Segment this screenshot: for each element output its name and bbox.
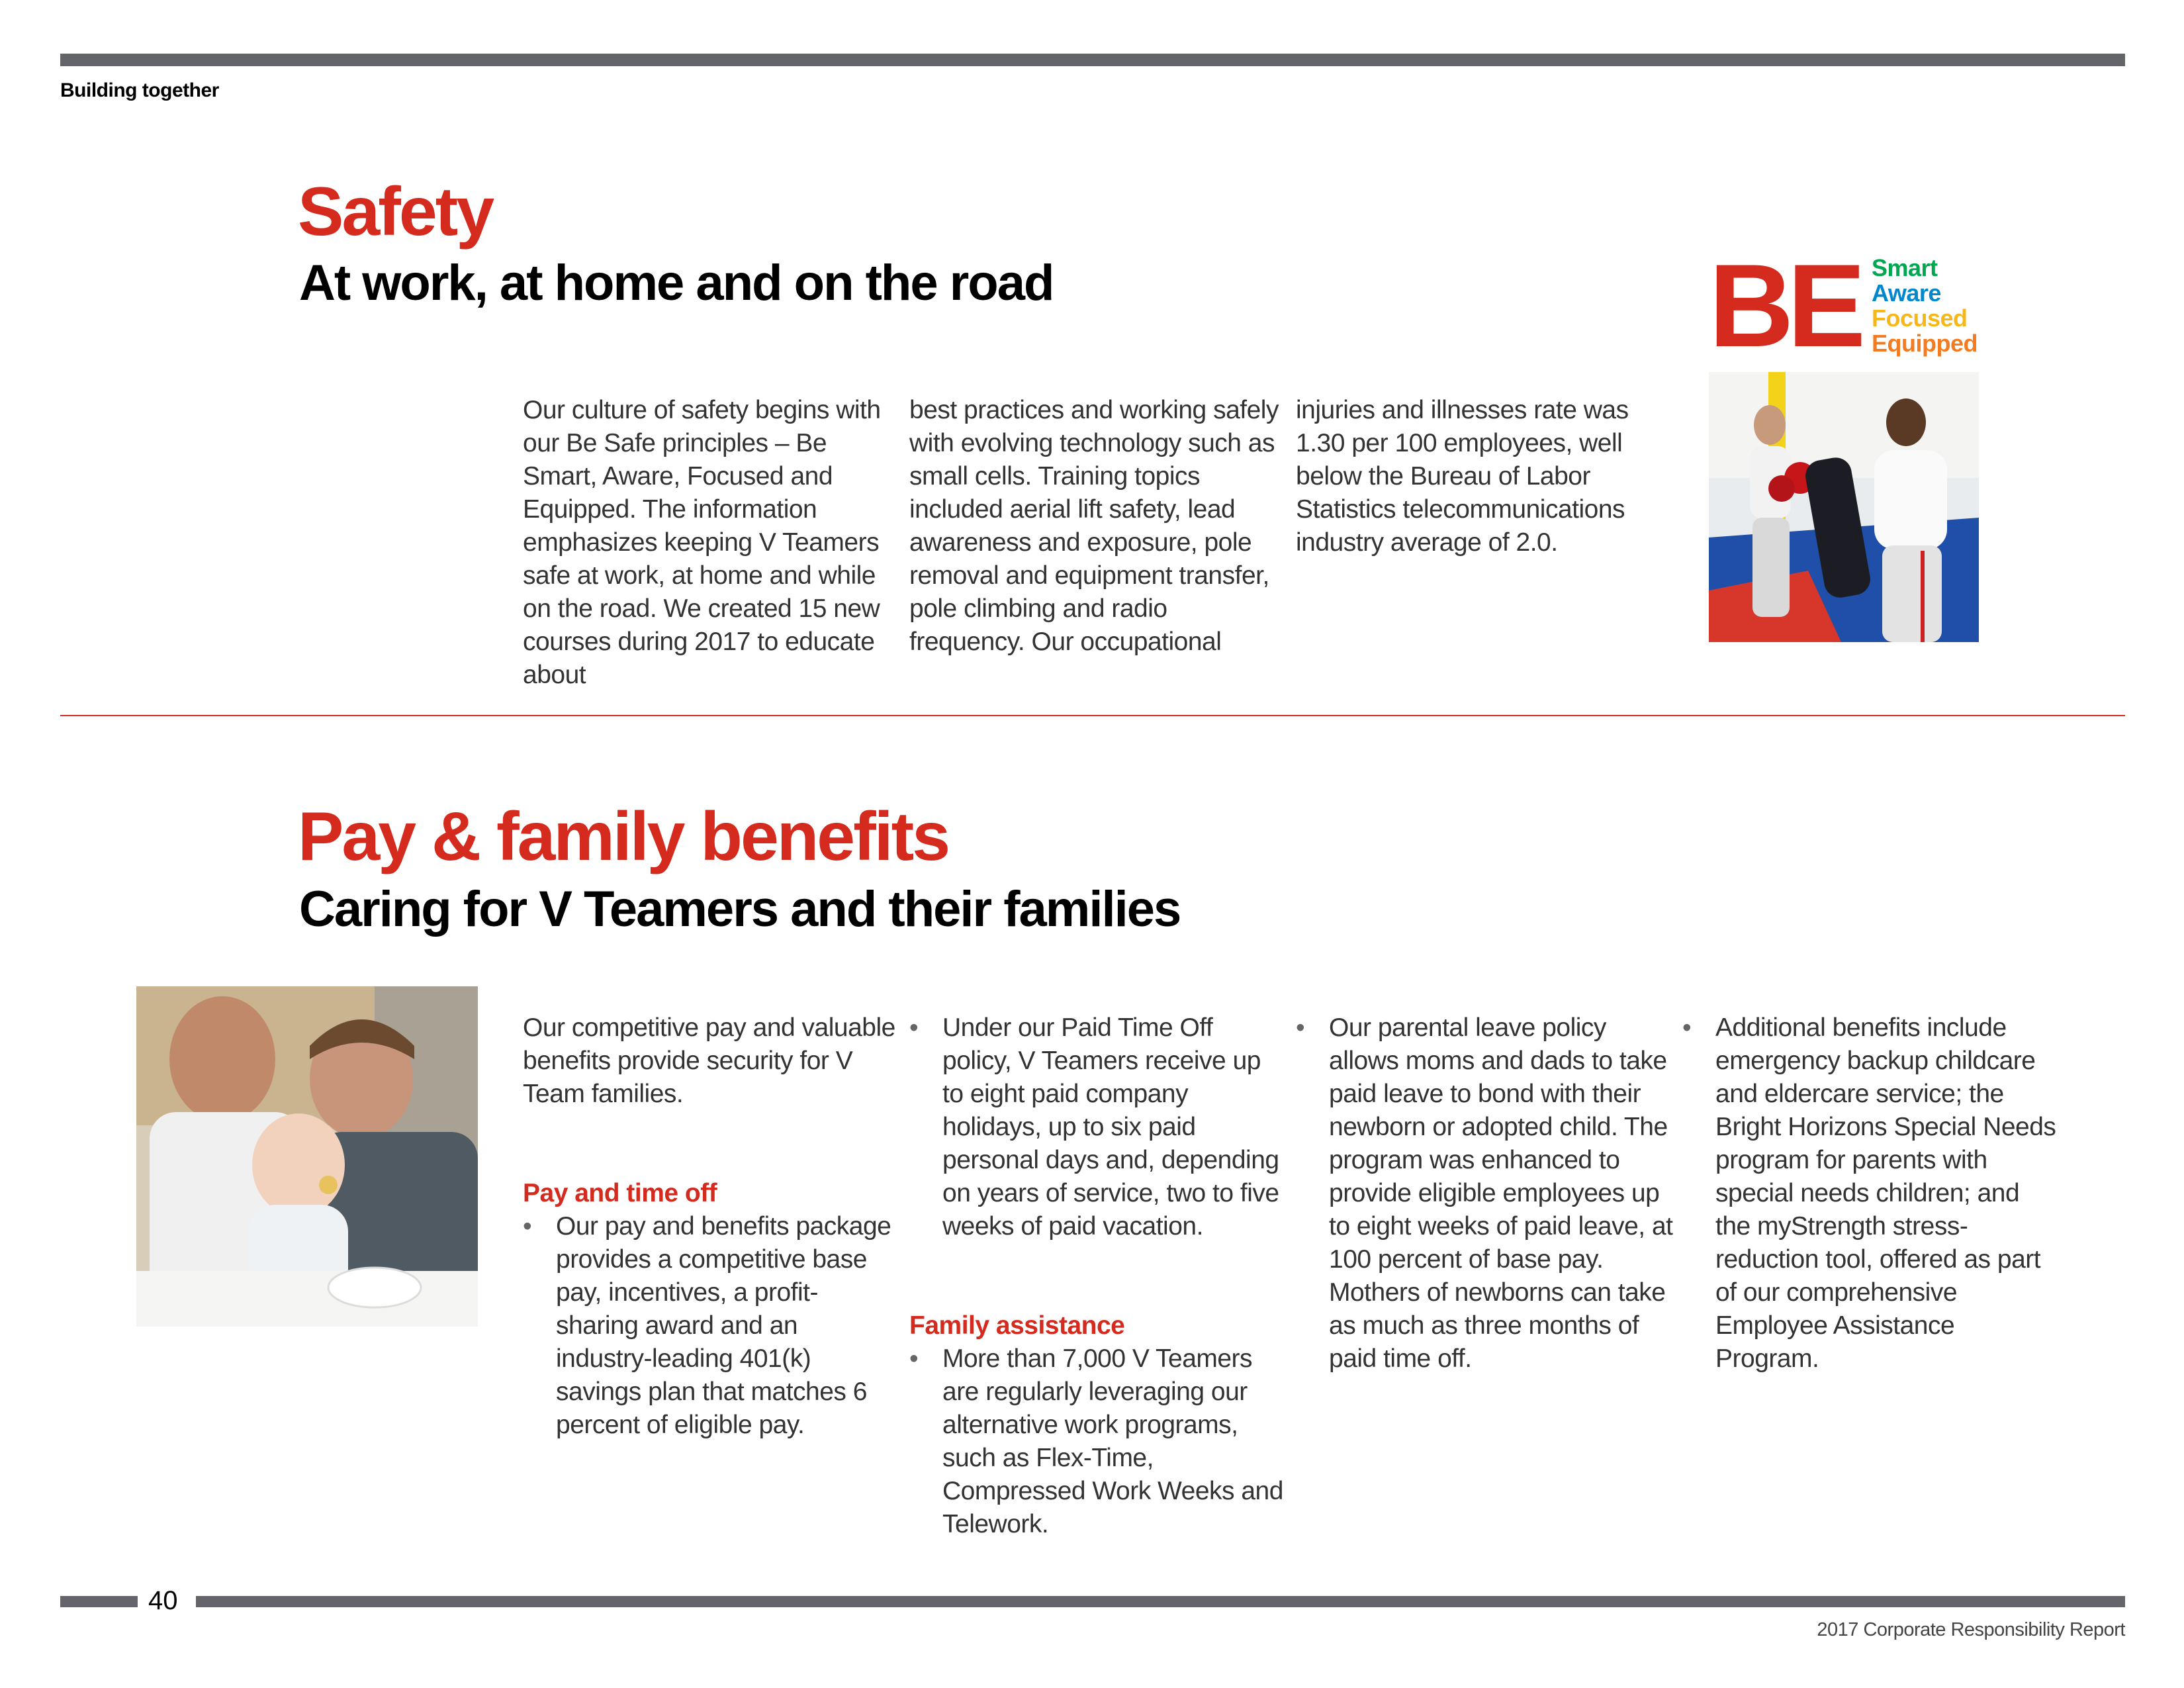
- benefits-intro: Our competitive pay and valuable benefits provide security for V Team families.: [523, 1013, 895, 1108]
- benefits-column-4: [1682, 1011, 2060, 1376]
- benefits-column-3: [1296, 1011, 1673, 1376]
- page-number: 40: [148, 1586, 178, 1615]
- be-word-equipped: Equipped: [1872, 330, 1978, 357]
- safety-column-2: [909, 394, 1287, 659]
- be-safe-logo: [1709, 240, 1987, 371]
- safety-paragraph-1: Our culture of safety begins with our Be Safe principles – Be Smart, Aware, Focused and Equipped. The information emphasizes keeping V Teamers safe at work, at home and while on the road. We created 15 new courses during 2017 to educate about: [523, 396, 881, 689]
- alternative-work-bullet: • More than 7,000 V Teamers are regularly leveraging our alternative work programs, such as Flex-Time, Compressed Work Weeks and Telework.: [909, 1342, 1287, 1541]
- section-divider: [60, 715, 2125, 716]
- footer-bar-right: [196, 1596, 2125, 1607]
- be-word-focused: Focused: [1872, 305, 1968, 332]
- paid-time-off-bullet: • Under our Paid Time Off policy, V Teamers receive up to eight paid company holidays, up to six paid personal days and, depending on years of service, two to five weeks of paid vacation.: [909, 1011, 1287, 1243]
- be-logo-letters: BE: [1709, 240, 1860, 371]
- family-photo: [136, 986, 478, 1327]
- safety-column-3: [1296, 394, 1673, 559]
- safety-title: Safety: [298, 173, 493, 250]
- section-label: Building together: [60, 79, 219, 101]
- be-word-smart: Smart: [1872, 254, 1938, 281]
- benefits-subtitle: Caring for V Teamers and their families: [299, 881, 1181, 937]
- benefits-title: Pay & family benefits: [298, 798, 949, 875]
- pay-and-time-off-heading: Pay and time off: [523, 1179, 717, 1207]
- family-assistance-heading: Family assistance: [909, 1311, 1125, 1340]
- report-title: 2017 Corporate Responsibility Report: [1817, 1619, 2125, 1640]
- additional-benefits-bullet: • Additional benefits include emergency backup childcare and eldercare service; the Bright Horizons Special Needs program for parents with special needs children; and the myStrength stress-reduction tool, offered as part of our comprehensive Employee Assistance Program.: [1682, 1011, 2060, 1376]
- parental-leave-bullet: • Our parental leave policy allows moms and dads to take paid leave to bond with their newborn or adopted child. The program was enhanced to provide eligible employees up to eight weeks of paid leave, at 100 percent of base pay. Mothers of newborns can take as much as three months of paid time off.: [1296, 1011, 1673, 1376]
- benefits-column-2: [909, 1011, 1287, 1541]
- safety-subtitle: At work, at home and on the road: [299, 255, 1054, 311]
- be-logo-words: [1872, 256, 1978, 356]
- safety-paragraph-3: injuries and illnesses rate was 1.30 per 100 employees, well below the Bureau of Labor Statistics telecommunications industry average of 2.0.: [1296, 396, 1629, 557]
- safety-column-1: [523, 394, 900, 692]
- be-word-aware: Aware: [1872, 279, 1941, 306]
- boxing-training-photo: [1709, 372, 1979, 642]
- safety-paragraph-2: best practices and working safely with evolving technology such as small cells. Training topics included aerial lift safety, lead awareness and exposure, pole removal and equipment transfer, pole climbing and radio frequency. Our occupational: [909, 396, 1279, 656]
- benefits-column-1: [523, 1011, 900, 1442]
- footer-bar-left: [60, 1596, 138, 1607]
- header-bar: [60, 54, 2125, 66]
- pay-benefits-bullet: • Our pay and benefits package provides a competitive base pay, incentives, a profit-sharing award and an industry-leading 401(k) savings plan that matches 6 percent of eligible pay.: [523, 1210, 900, 1442]
